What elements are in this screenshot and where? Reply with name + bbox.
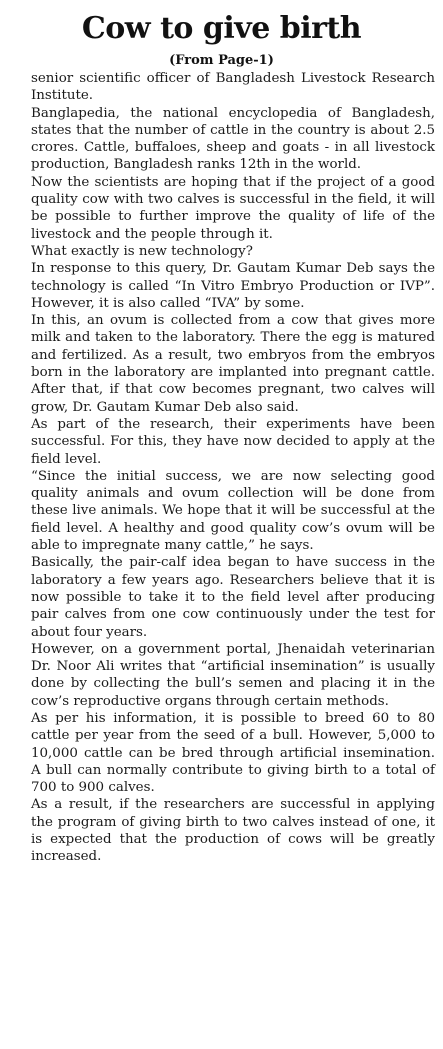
- paragraph: Banglapedia, the national encyclopedia of Bangladesh, states that the number of cattle in the country is about 2.5 crores. Cattle, buffaloes, sheep and goats - in all livestock production, Bangladesh ranks 12th in the world.: [31, 105, 435, 173]
- paragraph: As a result, if the researchers are successful in applying the program of giving birth to two calves instead of one, it is expected that the production of cows will be greatly increased.: [31, 797, 435, 865]
- article-headline: Cow to give birth: [81, 11, 362, 46]
- continued-from-label: (From Page-1): [169, 53, 274, 68]
- paragraph: However, on a government portal, Jhenaidah veterinarian Dr. Noor Ali writes that “artificial insemination” is usually done by collecting the bull’s semen and placing it in the cow’s reproductive organs through certain methods.: [31, 641, 435, 709]
- article-body: [31, 70, 435, 866]
- paragraph: Basically, the pair-calf idea began to have success in the laboratory a few years ago. Researchers believe that it is now possible to take it to the field level after producing pair calves from one cow continuously under the test for about four years.: [31, 555, 435, 640]
- paragraph: As part of the research, their experiments have been successful. For this, they have now decided to apply at the field level.: [31, 416, 435, 467]
- paragraph: Now the scientists are hoping that if the project of a good quality cow with two calves is successful in the field, it will be possible to further improve the quality of life of the livestock and the people through it.: [31, 174, 435, 242]
- paragraph: senior scientific officer of Bangladesh Livestock Research Institute.: [31, 71, 435, 104]
- paragraph: In this, an ovum is collected from a cow that gives more milk and taken to the laboratory. There the egg is matured and fertilized. As a result, two embryos from the embryos born in the laboratory are implanted into pregnant cattle. After that, if that cow becomes pregnant, two calves will grow, Dr. Gautam Kumar Deb also said.: [31, 313, 435, 415]
- paragraph: As per his information, it is possible to breed 60 to 80 cattle per year from the seed of a bull. However, 5,000 to 10,000 cattle can be bred through artificial insemination. A bull can normally contribute to giving birth to a total of 700 to 900 calves.: [31, 710, 435, 796]
- paragraph: In response to this query, Dr. Gautam Kumar Deb says the technology is called “In Vitro Embryo Production or IVP”. However, it is also called “IVA” by some.: [31, 261, 435, 311]
- paragraph: What exactly is new technology?: [31, 243, 253, 259]
- paragraph: “Since the initial success, we are now selecting good quality animals and ovum collection will be done from these live animals. We hope that it will be successful at the field level. A healthy and good quality cow’s ovum will be able to impregnate many cattle,” he says.: [31, 468, 435, 554]
